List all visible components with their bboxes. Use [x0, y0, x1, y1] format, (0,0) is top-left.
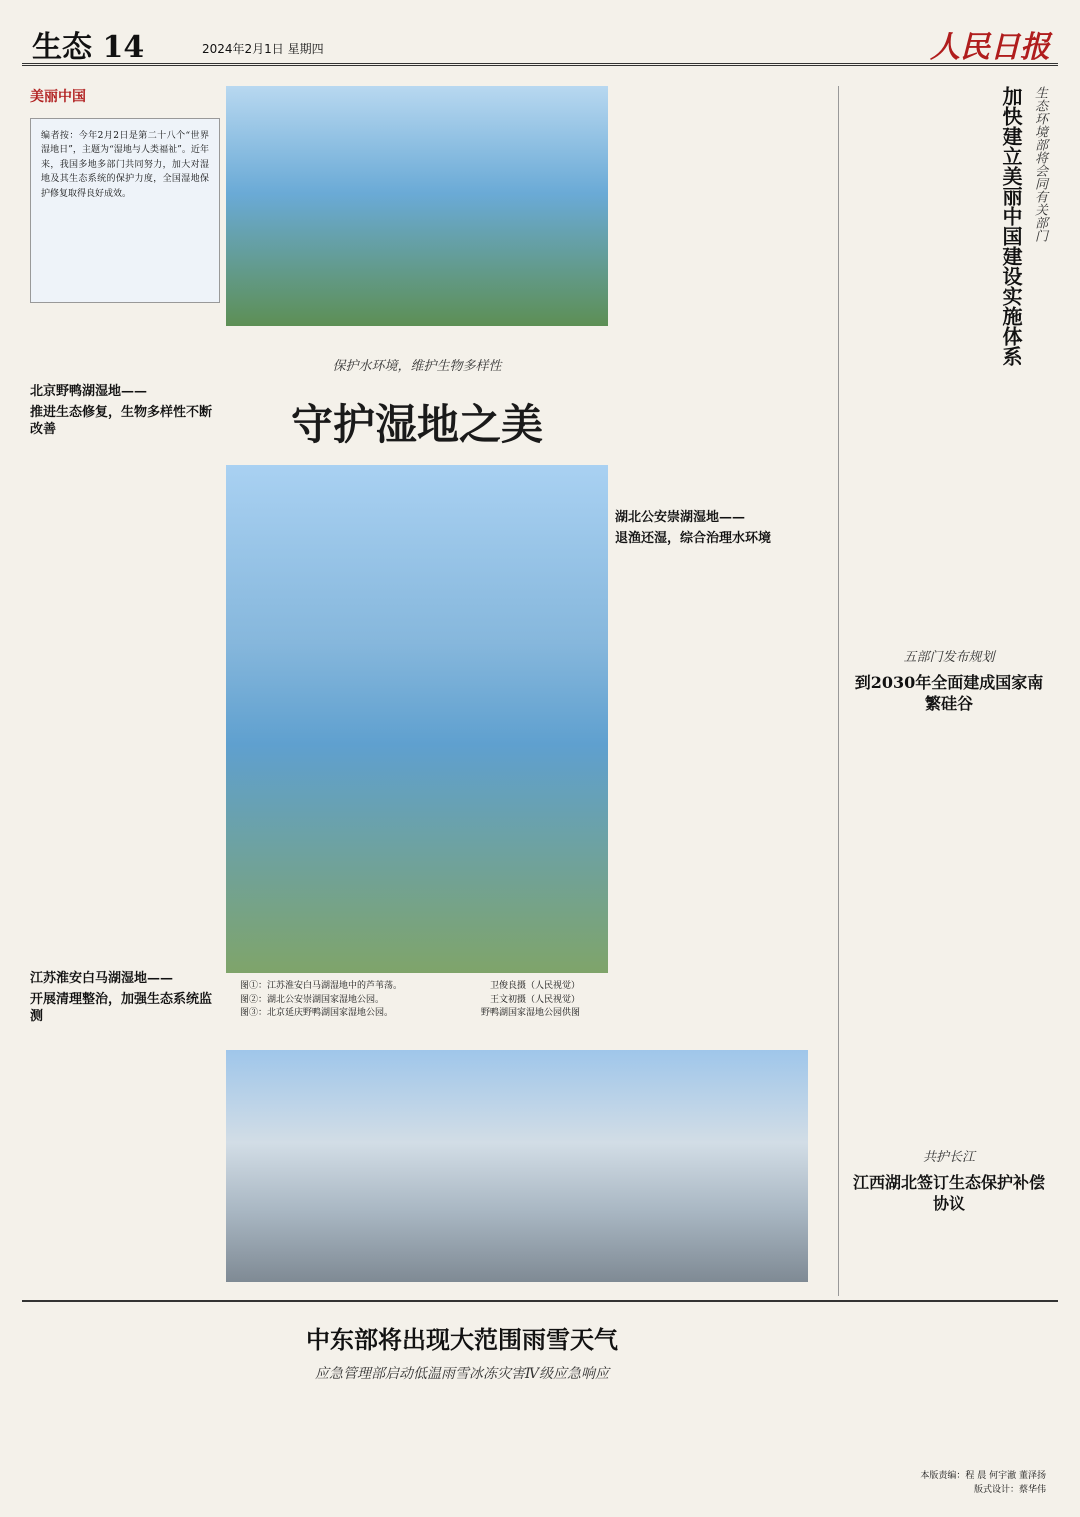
- left-column: [30, 310, 220, 1290]
- section-title-beijing: 推进生态修复，生物多样性不断改善: [30, 405, 213, 437]
- caption-1: 图①：江苏淮安白马湖湿地中的芦苇荡。: [240, 981, 403, 991]
- lead-title: 守护湿地之美: [290, 400, 543, 449]
- lead-block: [226, 335, 608, 455]
- caption-2: 图②：湖北公安崇湖国家湿地公园。: [240, 994, 385, 1005]
- mid-text-placeholder: [615, 86, 830, 496]
- left-text-placeholder: [30, 310, 220, 370]
- right-top-title-block: [999, 86, 1049, 416]
- caption-credit-3: 野鸭湖国家湿地公园供图: [480, 1008, 580, 1018]
- editor-note: 编者按：今年2月2日是第二十八个“世界湿地日”，主题为“湿地与人类福祉”。近年来，我国多地多部门共同努力，加大对湿地及其生态系统的保护力度，全国湿地保护修复取得良好成效。: [41, 131, 209, 199]
- right-bottom-kicker: 共护长江: [922, 1150, 975, 1165]
- right-column: [838, 86, 1058, 1296]
- section-label-beijing: 北京野鸭湖湿地——: [30, 384, 148, 399]
- right-mid-title: 到2030年全面建成国家南繁硅谷: [854, 673, 1044, 713]
- photo-2-chonghu-lake: [226, 465, 608, 973]
- right-top-title: 加快建立美丽中国建设实施体系: [999, 86, 1023, 366]
- right-mid-kicker: 五部门发布规划: [903, 650, 995, 665]
- editor-note-box: [30, 118, 220, 303]
- masthead: [22, 18, 1058, 66]
- right-mid-title-block: [849, 646, 1049, 715]
- left-text-placeholder-2: [30, 439, 220, 959]
- caption-credit-2: 王文初摄（人民视觉）: [489, 994, 580, 1005]
- caption-credit-1: 卫俊良摄（人民视觉）: [489, 981, 580, 991]
- photo-1-wetland: [226, 86, 608, 326]
- photo-3-wind-turbine-lake: [226, 1050, 808, 1282]
- right-top-kicker: 生态环境部将会同有关部门: [1032, 86, 1047, 242]
- bottom-title-block: [252, 1324, 672, 1383]
- bottom-banner: [22, 1300, 1058, 1498]
- section-label-hubei: 湖北公安崇湖湿地——: [615, 510, 746, 525]
- lead-kicker: 保护水环境，维护生物多样性: [332, 359, 502, 374]
- footer-editors: 本版责编：程 晨 何宇澈 董泽扬: [920, 1471, 1046, 1481]
- bottom-subtitle: 应急管理部启动低温雨雪冰冻灾害Ⅳ级应急响应: [315, 1366, 609, 1383]
- footer-credit: [826, 1470, 1046, 1497]
- caption-3: 图③：北京延庆野鸭湖国家湿地公园。: [240, 1008, 394, 1018]
- bottom-title: 中东部将出现大范围雨雪天气: [306, 1325, 618, 1354]
- right-bottom-title: 江西湖北签订生态保护补偿协议: [852, 1173, 1045, 1213]
- photo-captions: [240, 980, 580, 1040]
- middle-column: [615, 86, 830, 1046]
- section-title-hubei: 退渔还湿，综合治理水环境: [615, 531, 772, 546]
- column-tag: 美丽中国: [30, 89, 86, 105]
- section-label-jiangsu: 江苏淮安白马湖湿地——: [30, 970, 174, 986]
- right-bottom-title-block: [849, 1146, 1049, 1215]
- newspaper-logo: 人民日报: [930, 30, 1050, 65]
- issue-date: 2024年2月1日 星期四: [202, 42, 324, 56]
- section-title-jiangsu: 开展清理整治，加强生态系统监测: [30, 991, 213, 1024]
- section-title: 生态 14: [32, 30, 145, 65]
- footer-designer: 版式设计：蔡华伟: [973, 1484, 1046, 1495]
